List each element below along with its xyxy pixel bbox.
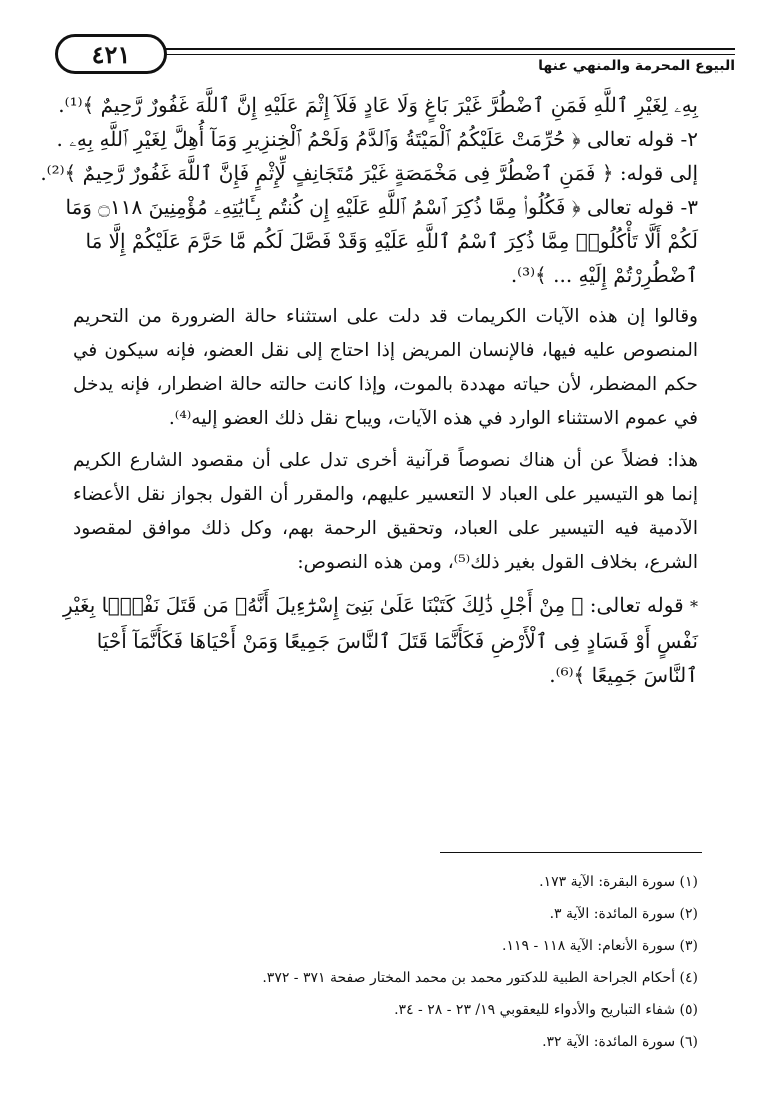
footnotes — [73, 866, 698, 1058]
main-text — [40, 88, 698, 692]
header-rule-thin — [165, 54, 735, 55]
paragraph-gap — [73, 436, 698, 444]
footnote: (٢) سورة المائدة: الآية ٣. — [549, 906, 698, 922]
footnote: (٥) شفاء التباريح والأدواء لليعقوبي ١٩/ ٢٣ - ٢٨ - ٣٤. — [394, 1002, 698, 1018]
paragraph: وقالوا إن هذه الآيات الكريمات قد دلت على استثناء حالة الضرورة من التحريم المنصوص عليه فيها، فالإنسان المريض إذا احتاج إلى نقل العضو، فإنه سيكون في حكم المضطر، لأن حياته مهددة بالموت، وإذا كانت حالته حالة اضطرار، فإنه يدخل في عموم الاستثناء الوارد في هذه الآيات، ويباح نقل ذلك العضو إليه⁽⁴⁾. — [73, 306, 698, 429]
quran-verse-line: ٢- قوله تعالى ﴿ حُرِّمَتْ عَلَيْكُمُ ٱلْمَيْتَةُ وَٱلدَّمُ وَلَحْمُ ٱلْخِنزِيرِ وَمَآ أُهِلَّ لِغَيْرِ ٱللَّهِ بِهِۦ . — [56, 127, 698, 151]
quran-verse-line: نَفْسٍ أَوْ فَسَادٍ فِى ٱلْأَرْضِ فَكَأَنَّمَا قَتَلَ ٱلنَّاسَ جَمِيعًا وَمَنْ أَحْيَاهَا فَكَأَنَّمَآ أَحْيَا — [96, 629, 698, 653]
quran-verse-text: قوله تعالى: ﴿ مِنْ أَجْلِ ذَٰلِكَ كَتَبْنَا عَلَىٰ بَنِىٓ إِسْرَٰٓءِيلَ أَنَّهُۥ مَن قَتَلَ نَفْسًۢا بِغَيْرِ — [62, 593, 684, 617]
quran-verse-line: ٱلنَّاسَ جَمِيعًا ﴾⁽⁶⁾. — [549, 663, 698, 687]
paragraph-gap — [73, 292, 698, 300]
footnote: (٣) سورة الأنعام: الآية ١١٨ - ١١٩. — [502, 938, 698, 954]
paragraph-gap — [73, 580, 698, 588]
header-rule — [165, 48, 735, 50]
quran-verse-line: لَكُمْ أَلَّا تَأْكُلُوا۟ مِمَّا ذُكِرَ ٱسْمُ ٱللَّهِ عَلَيْهِ وَقَدْ فَصَّلَ لَكُم مَّا حَرَّمَ عَلَيْكُمْ إِلَّا مَا — [85, 229, 698, 253]
paragraph: هذا: فضلاً عن أن هناك نصوصاً قرآنية أخرى تدل على أن مقصود الشارع الكريم إنما هو التيسير على العباد لا التعسير عليهم، والمقرر أن القول بجواز نقل الأعضاء الآدمية فيه التيسير على العباد، وتحقيق الرحمة بهم، وكل ذلك موافق لمقصود الشرع، بخلاف القول بغير ذلك⁽⁵⁾، ومن هذه النصوص: — [73, 450, 698, 573]
bullet-star: * — [690, 597, 698, 616]
quran-verse-line: ٱضْطُرِرْتُمْ إِلَيْهِ ... ﴾⁽³⁾. — [510, 263, 698, 287]
quran-verse-line: إلى قوله: ﴿ فَمَنِ ٱضْطُرَّ فِى مَخْمَصَةٍ غَيْرَ مُتَجَانِفٍ لِّإِثْمٍ فَإِنَّ ٱللَّهَ غَفُورٌ رَّحِيمٌ ﴾⁽²⁾. — [40, 161, 698, 185]
footnote: (٤) أحكام الجراحة الطبية للدكتور محمد بن محمد المختار صفحة ٣٧١ - ٣٧٢. — [262, 970, 698, 986]
footnote-separator — [440, 852, 702, 853]
quran-verse-line: ٣- قوله تعالى ﴿ فَكُلُوا۟ مِمَّا ذُكِرَ ٱسْمُ ٱللَّهِ عَلَيْهِ إِن كُنتُم بِـَٔايَٰتِهِۦ مُؤْمِنِينَ ۝١١٨ وَمَا — [65, 195, 698, 219]
quran-verse-line — [62, 588, 698, 624]
quran-verse-line: بِهِۦ لِغَيْرِ ٱللَّهِ فَمَنِ ٱضْطُرَّ غَيْرَ بَاغٍ وَلَا عَادٍ فَلَآ إِثْمَ عَلَيْهِ إِنَّ ٱللَّهَ غَفُورٌ رَّحِيمٌ ﴾⁽¹⁾. — [58, 93, 698, 117]
footnote: (١) سورة البقرة: الآية ١٧٣. — [539, 874, 698, 890]
page-number-badge: ٤٢١ — [55, 34, 167, 74]
page-header — [55, 30, 735, 82]
running-title: البيوع المحرمة والمنهي عنها — [538, 58, 735, 74]
footnote: (٦) سورة المائدة: الآية ٣٢. — [542, 1034, 698, 1050]
